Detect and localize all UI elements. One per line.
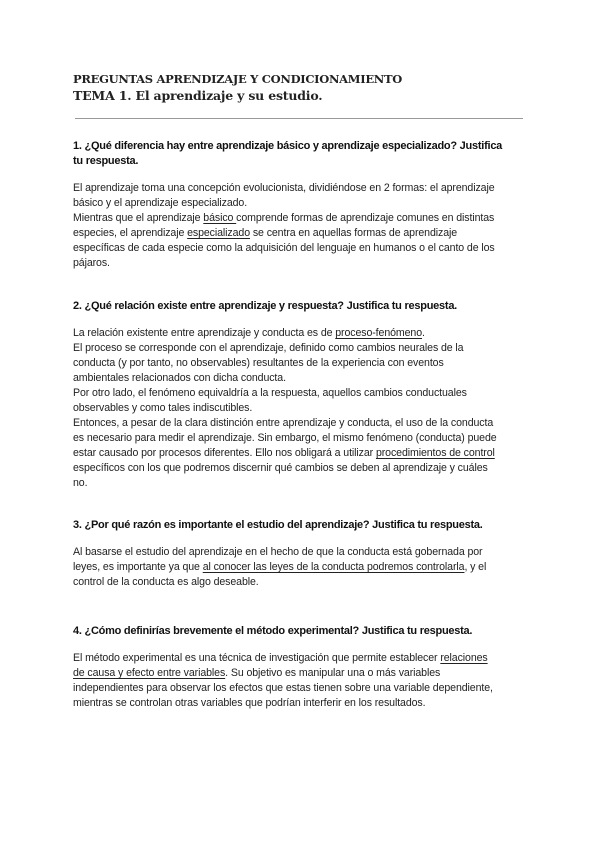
answer-line — [73, 545, 543, 560]
answer-line — [73, 401, 543, 416]
answer-line — [73, 256, 543, 271]
text: independientes para observar los efectos que estas tienen sobre una variable dependiente, — [73, 682, 493, 694]
answer-line — [73, 416, 543, 431]
answer-line — [73, 431, 543, 446]
answer-line — [73, 446, 543, 461]
text: leyes, es importante ya que — [73, 561, 203, 573]
text: , y el — [464, 561, 487, 573]
text: Al basarse el estudio del aprendizaje en el hecho de que la conducta está gobernada por — [73, 546, 483, 558]
text: específicos con los que podremos discernir qué cambios se deben al aprendizaje y cuáles — [73, 462, 488, 474]
answer-line — [73, 681, 543, 696]
section-2 — [73, 299, 543, 491]
text: Entonces, a pesar de la clara distinción entre aprendizaje y conducta, el uso de la conducta — [73, 417, 494, 429]
answer-line — [73, 341, 543, 356]
text: mientras se controlan otras variables que podrían interferir en los resultados. — [73, 697, 426, 709]
text: La relación existente entre aprendizaje y conducta es de — [73, 327, 336, 339]
question-heading-line: 4. ¿Cómo definirías brevemente el método experimental? Justifica tu respuesta. — [73, 625, 473, 637]
question-heading-line: tu respuesta. — [73, 155, 139, 167]
underlined-text: al conocer las leyes de la conducta podremos controlarla — [202, 561, 465, 573]
text: El proceso se corresponde con el aprendizaje, definido como cambios neurales de la — [73, 342, 464, 354]
answer-line — [73, 241, 543, 256]
question-heading-line: 1. ¿Qué diferencia hay entre aprendizaje básico y aprendizaje especializado? Justifica — [73, 140, 503, 152]
document-subtitle: TEMA 1. El aprendizaje y su estudio. — [73, 88, 323, 103]
text: El aprendizaje toma una concepción evolucionista, dividiéndose en 2 formas: el aprendizaje — [73, 182, 495, 194]
answer-line — [73, 356, 543, 371]
answer-line — [73, 181, 543, 196]
section-1 — [73, 139, 543, 271]
document-title: PREGUNTAS APRENDIZAJE Y CONDICIONAMIENTO — [73, 72, 402, 86]
text: se centra en aquellas formas de aprendizaje — [250, 227, 458, 239]
text: especies, el aprendizaje — [73, 227, 188, 239]
text: estar causado por procesos diferentes. Ello nos obligará a utilizar — [73, 447, 376, 459]
section-3 — [73, 518, 543, 590]
text: no. — [73, 477, 88, 489]
text: Mientras que el aprendizaje — [73, 212, 204, 224]
answer-line — [73, 560, 543, 575]
text: pájaros. — [73, 257, 110, 269]
question-heading-line: 3. ¿Por qué razón es importante el estudio del aprendizaje? Justifica tu respuesta. — [73, 519, 483, 531]
answer-line — [73, 196, 543, 211]
answer-line — [73, 575, 543, 590]
section-4 — [73, 624, 543, 711]
answer-line — [73, 461, 543, 476]
text: específicas de cada especie como la adquisición del lenguaje en humanos o el canto de los — [73, 242, 495, 254]
underlined-text: de causa y efecto entre variables — [73, 667, 226, 679]
text: . Su objetivo es manipular una o más variables — [225, 667, 441, 679]
answer-line — [73, 386, 543, 401]
answer-line — [73, 371, 543, 386]
underlined-text: básico — [203, 212, 237, 224]
answer-line — [73, 666, 543, 681]
answer-line — [73, 326, 543, 341]
text: . — [422, 327, 425, 339]
text: comprende formas de aprendizaje comunes en distintas — [236, 212, 495, 224]
answer-line — [73, 651, 543, 666]
text: observables y como tales indiscutibles. — [73, 402, 253, 414]
text: control de la conducta es algo deseable. — [73, 576, 259, 588]
text: ambientales relacionados con dicha conducta. — [73, 372, 286, 384]
answer-line — [73, 696, 543, 711]
text: El método experimental es una técnica de investigación que permite establecer — [73, 652, 441, 664]
text: Por otro lado, el fenómeno equivaldría a la respuesta, aquellos cambios conductuales — [73, 387, 467, 399]
text: básico y el aprendizaje especializado. — [73, 197, 248, 209]
underlined-text: proceso-fenómeno — [335, 327, 423, 339]
divider — [75, 118, 523, 119]
text: es necesario para medir el aprendizaje. Sin embargo, el mismo fenómeno (conducta) puede — [73, 432, 497, 444]
underlined-text: relaciones — [440, 652, 488, 664]
answer-line — [73, 476, 543, 491]
underlined-text: especializado — [187, 227, 251, 239]
answer-line — [73, 211, 543, 226]
underlined-text: procedimientos de control — [375, 447, 495, 459]
answer-line — [73, 226, 543, 241]
text: conducta (y por tanto, no observables) resultantes de la experiencia con eventos — [73, 357, 444, 369]
question-heading-line: 2. ¿Qué relación existe entre aprendizaje y respuesta? Justifica tu respuesta. — [73, 300, 457, 312]
